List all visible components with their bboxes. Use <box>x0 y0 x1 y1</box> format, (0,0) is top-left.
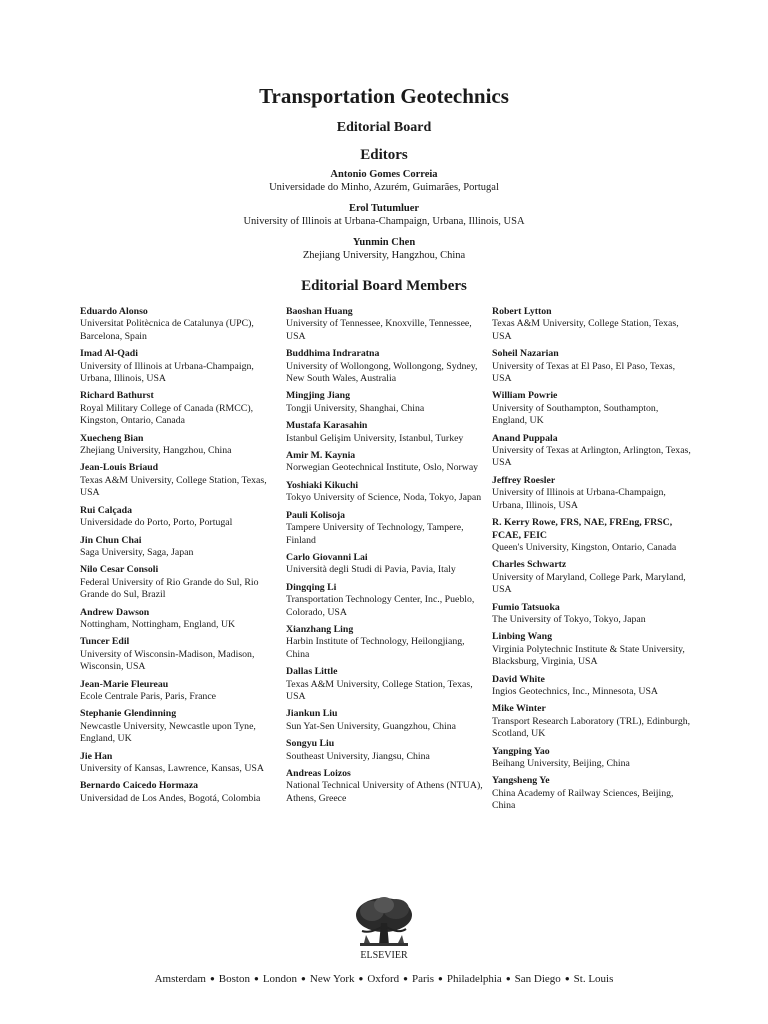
board-member-entry <box>80 636 286 673</box>
board-member-affiliation: University of Texas at Arlington, Arlington, Texas, USA <box>492 445 691 469</box>
board-member-affiliation: University of Texas at El Paso, El Paso, Texas, USA <box>492 360 676 385</box>
board-member-entry <box>286 582 492 619</box>
board-member-name: Imad Al-Qadi <box>80 348 138 360</box>
board-member-affiliation: University of Illinois at Urbana-Champaign, Urbana, Illinois, USA <box>492 487 666 511</box>
board-member-name: Robert Lytton <box>492 306 552 317</box>
bullet-separator-icon: ● <box>253 974 259 983</box>
board-member-name: Soheil Nazarian <box>492 348 559 360</box>
board-member-name: William Powrie <box>492 390 558 402</box>
board-member-affiliation: Saga University, Saga, Japan <box>80 546 194 558</box>
board-member-name: Dingqing Li <box>286 581 337 593</box>
board-member-entry <box>286 510 492 547</box>
board-member-name: Yangsheng Ye <box>492 775 550 787</box>
board-member-name: Nilo Cesar Consoli <box>80 564 159 576</box>
board-member-name: Baoshan Huang <box>286 306 353 317</box>
board-member-entry <box>286 666 492 703</box>
board-member-name: Richard Bathurst <box>80 390 154 402</box>
bullet-separator-icon: ● <box>564 974 570 983</box>
editors-list <box>0 168 768 270</box>
board-member-entry <box>286 708 492 733</box>
board-member-entry <box>492 475 698 512</box>
bullet-separator-icon: ● <box>209 974 215 983</box>
board-member-name: R. Kerry Rowe, FRS, NAE, FREng, FRSC, FCAE, FEIC <box>492 517 673 541</box>
board-member-entry <box>492 433 698 470</box>
board-member-entry <box>492 348 698 385</box>
board-member-entry <box>492 559 698 596</box>
board-member-entry <box>80 390 286 427</box>
board-member-entry <box>286 348 492 385</box>
editor-affiliation: Zhejiang University, Hangzhou, China <box>302 250 466 261</box>
bullet-separator-icon: ● <box>505 974 511 983</box>
board-member-affiliation: Sun Yat-Sen University, Guangzhou, China <box>286 720 456 732</box>
board-member-name: Jiankun Liu <box>286 708 338 720</box>
board-member-affiliation: National Technical University of Athens (NTUA), Athens, Greece <box>286 780 483 804</box>
board-member-name: Stephanie Glendinning <box>80 708 177 720</box>
editorial-board-title: Editorial Board <box>336 120 432 135</box>
board-member-affiliation: Universidad de Los Andes, Bogotá, Colombia <box>80 792 261 804</box>
city-name: Philadelphia <box>446 973 502 985</box>
board-member-affiliation: Zhejiang University, Hangzhou, China <box>80 445 232 457</box>
board-member-affiliation: Ecole Centrale Paris, Paris, France <box>80 690 217 702</box>
board-member-entry <box>286 390 492 415</box>
board-member-entry <box>80 535 286 560</box>
board-member-entry <box>80 433 286 458</box>
board-member-entry <box>492 703 698 740</box>
publisher-cities <box>0 973 768 985</box>
bullet-separator-icon: ● <box>403 974 408 983</box>
city-name: Amsterdam <box>154 973 206 985</box>
board-member-entry <box>492 775 698 812</box>
board-member-entry <box>286 768 492 805</box>
board-member-affiliation: Texas A&M University, College Station, Texas, USA <box>80 474 267 499</box>
board-member-affiliation: Virginia Polytechnic Institute & State University, Blacksburg, Virginia, USA <box>492 643 685 668</box>
board-member-name: Songyu Liu <box>286 738 335 750</box>
board-member-affiliation: University of Maryland, College Park, Maryland, USA <box>492 571 686 596</box>
board-member-entry <box>286 552 492 577</box>
editor-affiliation: University of Illinois at Urbana-Champaign, Urbana, Illinois, USA <box>243 216 525 227</box>
editor-name: Antonio Gomes Correia <box>330 169 438 180</box>
board-member-affiliation: Universitat Politècnica de Catalunya (UPC), Barcelona, Spain <box>80 318 254 342</box>
board-member-name: Buddhima Indraratna <box>286 348 380 360</box>
board-member-name: Xuecheng Bian <box>80 432 144 444</box>
board-member-name: Andrew Dawson <box>80 606 150 618</box>
board-member-name: Bernardo Caicedo Hormaza <box>80 780 199 792</box>
editor-entry <box>0 202 768 228</box>
board-member-affiliation: Royal Military College of Canada (RMCC), Kingston, Ontario, Canada <box>80 402 254 427</box>
board-member-name: Anand Puppala <box>492 432 558 444</box>
board-member-affiliation: Tokyo University of Science, Noda, Tokyo, Japan <box>286 492 482 504</box>
board-member-entry <box>286 306 492 343</box>
board-member-affiliation: Southeast University, Jiangsu, China <box>286 750 430 762</box>
board-member-entry <box>80 505 286 530</box>
board-member-affiliation: Norwegian Geotechnical Institute, Oslo, Norway <box>286 462 479 474</box>
elsevier-wordmark: ELSEVIER <box>360 950 408 961</box>
board-member-affiliation: The University of Tokyo, Tokyo, Japan <box>492 613 646 625</box>
board-member-affiliation: Universidade do Porto, Porto, Portugal <box>80 517 233 529</box>
bullet-separator-icon: ● <box>358 974 364 983</box>
board-member-name: Xianzhang Ling <box>286 623 354 635</box>
board-member-name: Mike Winter <box>492 703 546 715</box>
board-member-affiliation: University of Illinois at Urbana-Champaign, Urbana, Illinois, USA <box>80 360 254 385</box>
board-member-entry <box>80 564 286 601</box>
board-member-entry <box>492 517 698 554</box>
board-member-affiliation: Federal University of Rio Grande do Sul, Rio Grande do Sul, Brazil <box>80 576 259 601</box>
board-member-entry <box>286 420 492 445</box>
board-member-affiliation: University of Wisconsin-Madison, Madison, Wisconsin, USA <box>80 648 255 673</box>
board-member-name: Jeffrey Roesler <box>492 474 556 486</box>
board-member-name: David White <box>492 673 545 685</box>
board-member-affiliation: University of Southampton, Southampton, England, UK <box>492 402 659 427</box>
board-member-name: Linbing Wang <box>492 631 552 643</box>
board-member-affiliation: China Academy of Railway Sciences, Beijing, China <box>492 787 674 812</box>
board-member-entry <box>286 450 492 475</box>
board-member-entry <box>492 746 698 771</box>
board-member-affiliation: Università degli Studi di Pavia, Pavia, Italy <box>286 564 456 576</box>
board-member-name: Jin Chun Chai <box>80 534 142 546</box>
board-member-entry <box>286 624 492 661</box>
board-member-entry <box>286 480 492 505</box>
board-member-name: Eduardo Alonso <box>80 306 148 317</box>
board-member-entry <box>286 738 492 763</box>
board-member-name: Yangping Yao <box>492 745 550 757</box>
board-member-entry <box>80 780 286 805</box>
board-members-column <box>286 306 492 818</box>
board-member-entry <box>80 306 286 343</box>
board-member-affiliation: Tampere University of Technology, Tampere, Finland <box>286 522 464 546</box>
board-member-affiliation: Beihang University, Beijing, China <box>492 758 630 769</box>
board-member-affiliation: Harbin Institute of Technology, Heilongjiang, China <box>286 636 465 660</box>
city-name: Paris <box>411 973 434 985</box>
board-member-entry <box>492 674 698 699</box>
board-member-name: Dallas Little <box>286 666 338 678</box>
board-members-column <box>80 306 286 818</box>
board-member-affiliation: University of Tennessee, Knoxville, Tennessee, USA <box>286 318 472 342</box>
board-member-name: Fumio Tatsuoka <box>492 601 560 613</box>
board-member-affiliation: Queen's University, Kingston, Ontario, Canada <box>492 541 677 553</box>
board-member-name: Mingjing Jiang <box>286 390 350 402</box>
board-member-entry <box>492 306 698 343</box>
board-members-heading: Editorial Board Members <box>301 278 467 294</box>
board-member-name: Yoshiaki Kikuchi <box>286 479 359 491</box>
board-members-columns <box>80 306 700 818</box>
city-name: Oxford <box>367 973 400 985</box>
board-member-name: Tuncer Edil <box>80 636 130 648</box>
board-member-entry <box>80 348 286 385</box>
board-member-entry <box>80 607 286 632</box>
editor-name: Yunmin Chen <box>352 237 416 248</box>
board-member-entry <box>80 751 286 776</box>
board-member-name: Pauli Kolisoja <box>286 509 346 521</box>
editor-name: Erol Tutumluer <box>348 203 420 214</box>
board-member-name: Andreas Loizos <box>286 768 351 779</box>
board-member-entry <box>80 462 286 499</box>
board-member-name: Amir M. Kaynia <box>286 450 356 462</box>
board-member-affiliation: Tongji University, Shanghai, China <box>286 402 425 414</box>
board-member-name: Jean-Louis Briaud <box>80 462 159 474</box>
board-member-affiliation: Texas A&M University, College Station, Texas, USA <box>492 318 679 342</box>
board-members-column <box>492 306 698 818</box>
board-member-affiliation: Newcastle University, Newcastle upon Tyne, England, UK <box>80 720 256 745</box>
board-member-affiliation: Istanbul Gelişim University, Istanbul, Turkey <box>286 432 464 444</box>
city-name: San Diego <box>514 973 561 985</box>
board-member-entry <box>492 602 698 627</box>
board-member-affiliation: Ingios Geotechnics, Inc., Minnesota, USA <box>492 685 658 697</box>
journal-title: Transportation Geotechnics <box>259 84 509 108</box>
board-member-affiliation: Texas A&M University, College Station, Texas, USA <box>286 678 473 702</box>
board-member-name: Jie Han <box>80 750 113 762</box>
board-member-name: Jean-Marie Fleureau <box>80 678 169 690</box>
city-name: London <box>262 973 298 985</box>
bullet-separator-icon: ● <box>301 974 306 983</box>
editors-heading: Editors <box>360 147 408 163</box>
board-member-affiliation: University of Wollongong, Wollongong, Sydney, New South Wales, Australia <box>286 360 478 385</box>
board-member-affiliation: Nottingham, Nottingham, England, UK <box>80 618 236 630</box>
board-member-affiliation: University of Kansas, Lawrence, Kansas, USA <box>80 763 264 774</box>
board-member-entry <box>80 708 286 745</box>
board-member-affiliation: Transportation Technology Center, Inc., Pueblo, Colorado, USA <box>286 594 475 618</box>
editor-entry <box>0 168 768 194</box>
board-member-entry <box>80 679 286 704</box>
board-member-entry <box>492 390 698 427</box>
board-member-name: Carlo Giovanni Lai <box>286 551 368 563</box>
editor-entry <box>0 236 768 262</box>
board-member-name: Charles Schwartz <box>492 559 567 571</box>
board-member-name: Rui Calçada <box>80 504 132 516</box>
board-member-name: Mustafa Karasahin <box>286 420 368 432</box>
elsevier-tree-logo <box>346 893 422 961</box>
editor-affiliation: Universidade do Minho, Azurém, Guimarães, Portugal <box>269 182 499 193</box>
city-name: St. Louis <box>573 973 614 985</box>
board-member-affiliation: Transport Research Laboratory (TRL), Edinburgh, Scotland, UK <box>492 715 691 740</box>
bullet-separator-icon: ● <box>437 974 443 983</box>
board-member-entry <box>492 631 698 668</box>
city-name: New York <box>309 973 355 985</box>
city-name: Boston <box>218 973 250 985</box>
